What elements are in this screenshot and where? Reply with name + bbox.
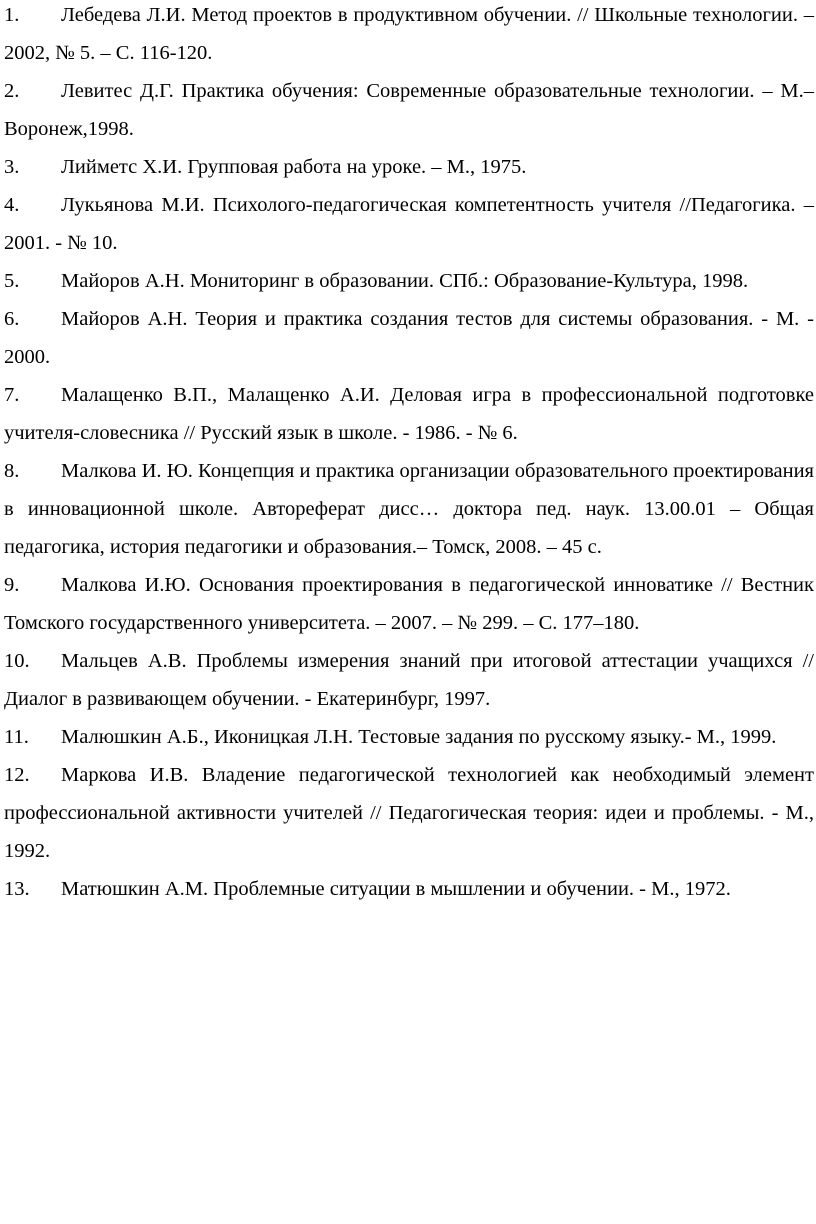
reference-text: Малкова И.Ю. Основания проектирования в педагогической инноватике // Вестник Томского государственного университета. – 2007. – № 299. – С. 177–180. xyxy=(4,574,814,634)
reference-item xyxy=(4,0,814,72)
reference-number: 4. xyxy=(4,194,20,216)
reference-list xyxy=(4,0,814,908)
reference-text: Левитес Д.Г. Практика обучения: Современные образовательные технологии. – М.– Воронеж,1998. xyxy=(4,80,814,140)
reference-number: 8. xyxy=(4,460,20,482)
reference-number: 3. xyxy=(4,156,20,178)
reference-text: Малюшкин А.Б., Иконицкая Л.Н. Тестовые задания по русскому языку.- М., 1999. xyxy=(61,726,777,748)
reference-item xyxy=(4,300,814,376)
reference-number: 5. xyxy=(4,270,20,292)
reference-item xyxy=(4,642,814,718)
reference-text: Майоров А.Н. Теория и практика создания тестов для системы образования. - М. - 2000. xyxy=(4,308,814,368)
reference-item xyxy=(4,148,814,186)
reference-item xyxy=(4,870,814,908)
reference-item xyxy=(4,186,814,262)
reference-item xyxy=(4,376,814,452)
reference-item xyxy=(4,756,814,870)
reference-text: Лебедева Л.И. Метод проектов в продуктивном обучении. // Школьные технологии. – 2002, № 5. – С. 116-120. xyxy=(4,4,814,64)
reference-text: Малащенко В.П., Малащенко А.И. Деловая игра в профессиональной подготовке учителя-словесника // Русский язык в школе. - 1986. - № 6. xyxy=(4,384,814,444)
reference-number: 2. xyxy=(4,80,20,102)
reference-item xyxy=(4,718,814,756)
reference-item xyxy=(4,452,814,566)
reference-text: Маркова И.В. Владение педагогической технологией как необходимый элемент профессиональной активности учителей // Педагогическая теория: идеи и проблемы. - М., 1992. xyxy=(4,764,814,862)
reference-number: 6. xyxy=(4,308,20,330)
reference-text: Малкова И. Ю. Концепция и практика организации образовательного проектирования в инновационной школе. Автореферат дисс… доктора пед. наук. 13.00.01 – Общая педагогика, история педагогики и образования.– Томск, 2008. – 45 с. xyxy=(4,460,814,558)
document-page xyxy=(4,0,814,1224)
reference-number: 12. xyxy=(4,764,30,786)
reference-number: 13. xyxy=(4,878,30,900)
reference-text: Майоров А.Н. Мониторинг в образовании. СПб.: Образование-Культура, 1998. xyxy=(61,270,749,292)
reference-text: Мальцев А.В. Проблемы измерения знаний при итоговой аттестации учащихся // Диалог в развивающем обучении. - Екатеринбург, 1997. xyxy=(4,650,814,710)
reference-number: 1. xyxy=(4,4,20,26)
reference-item xyxy=(4,72,814,148)
reference-number: 7. xyxy=(4,384,20,406)
reference-text: Лийметс Х.И. Групповая работа на уроке. – М., 1975. xyxy=(61,156,527,178)
reference-text: Матюшкин А.М. Проблемные ситуации в мышлении и обучении. - М., 1972. xyxy=(61,878,731,900)
reference-item xyxy=(4,262,814,300)
reference-number: 9. xyxy=(4,574,20,596)
reference-text: Лукьянова М.И. Психолого-педагогическая компетентность учителя //Педагогика. – 2001. - № 10. xyxy=(4,194,814,254)
reference-number: 10. xyxy=(4,650,30,672)
reference-item xyxy=(4,566,814,642)
reference-number: 11. xyxy=(4,726,29,748)
